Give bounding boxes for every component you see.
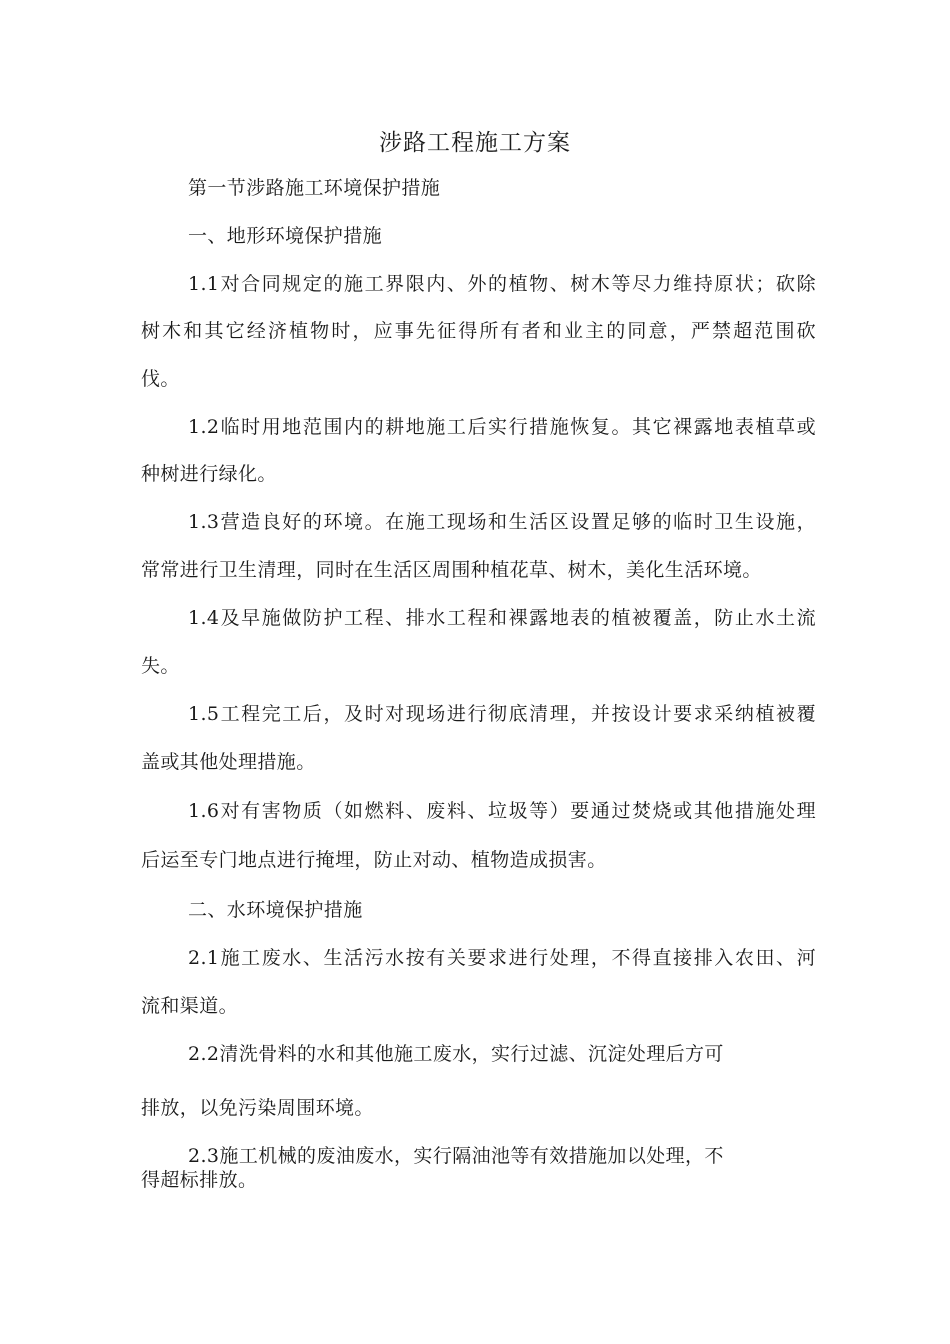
paragraph-line: 得超标排放。: [141, 1169, 258, 1191]
paragraph-line: 2.2清洗骨料的水和其他施工废水，实行过滤、沉淀处理后方可: [188, 1043, 724, 1065]
paragraph-line: 1.1对合同规定的施工界限内、外的植物、树木等尽力维持原状；砍除: [188, 273, 816, 295]
part1-heading: 一、地形环境保护措施: [188, 225, 383, 247]
paragraph-line: 流和渠道。: [141, 995, 239, 1017]
paragraph-line: 失。: [141, 655, 180, 677]
paragraph-line: 后运至专门地点进行掩埋，防止对动、植物造成损害。: [141, 849, 607, 871]
paragraph-line: 排放，以免污染周围环境。: [141, 1097, 374, 1119]
paragraph-line: 常常进行卫生清理，同时在生活区周围种植花草、树木，美化生活环境。: [141, 559, 762, 581]
paragraph-line: 1.3营造良好的环境。在施工现场和生活区设置足够的临时卫生设施，: [188, 511, 816, 533]
paragraph-line: 1.2临时用地范围内的耕地施工后实行措施恢复。其它裸露地表植草或: [188, 416, 816, 438]
paragraph-line: 2.1施工废水、生活污水按有关要求进行处理，不得直接排入农田、河: [188, 947, 816, 969]
paragraph-line: 1.4及早施做防护工程、排水工程和裸露地表的植被覆盖，防止水土流: [188, 607, 816, 629]
paragraph-line: 树木和其它经济植物时，应事先征得所有者和业主的同意，严禁超范围砍: [141, 320, 816, 342]
document-title: 涉路工程施工方案: [379, 130, 571, 156]
paragraph-line: 2.3施工机械的废油废水，实行隔油池等有效措施加以处理，不: [188, 1145, 724, 1167]
section-heading: 第一节涉路施工环境保护措施: [188, 177, 441, 199]
paragraph-line: 1.5工程完工后，及时对现场进行彻底清理，并按设计要求采纳植被覆: [188, 703, 816, 725]
paragraph-line: 伐。: [141, 368, 180, 390]
part2-heading: 二、水环境保护措施: [188, 899, 363, 921]
paragraph-line: 种树进行绿化。: [141, 463, 277, 485]
paragraph-line: 盖或其他处理措施。: [141, 751, 316, 773]
paragraph-line: 1.6对有害物质（如燃料、废料、垃圾等）要通过焚烧或其他措施处理: [188, 800, 816, 822]
